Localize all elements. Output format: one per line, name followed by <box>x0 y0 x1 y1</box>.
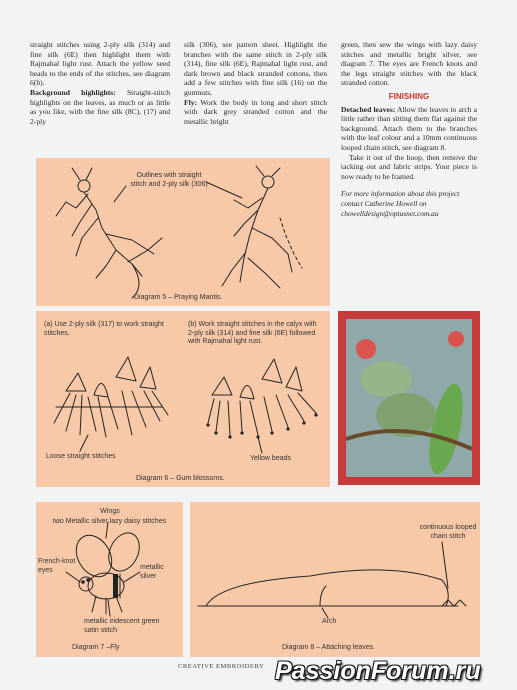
text-column-2 <box>184 40 327 126</box>
wings-label: Wings <box>100 508 120 515</box>
col1-paragraph: straight stitches using 2-ply silk (314) and fine silk (6E) then highlight them with Rajmahal light rust. Attach the yellow seed beads to the ends of the stitches, see diagram 6(b). <box>30 40 170 88</box>
diagram-8-attaching-leaves <box>190 502 480 657</box>
col3-paragraph-2: Allow the leaves to arch a little rather than sitting them flat against the background. Attach them to the branches with the leaf colour and a 10mm continuous looped chain stitch, see diagram 8. <box>341 104 477 152</box>
finishing-heading: FINISHING <box>388 91 430 101</box>
yellow-beads-label: Yellow beads <box>250 455 291 462</box>
metallic-silver-label: metallic silver <box>140 564 164 580</box>
magazine-footer: CREATIVE EMBROIDERY <box>178 663 265 670</box>
diagram-7-fly <box>36 502 183 657</box>
detached-leaves-heading: Detached leaves: <box>341 104 396 114</box>
diagram-5-praying-mantis <box>36 158 330 306</box>
diagram-6-gum-blossoms <box>36 311 330 487</box>
col3-paragraph: green, then sew the wings with lazy daisy stitches and metallic bright silver, see diagram 7. The eyes are French knots and the legs straight stitches with the black stranded cotton. <box>341 40 477 88</box>
col2-paragraph-2: Work the body in long and short stitch with dark grey stranded cotton and the metallic bright <box>184 97 327 126</box>
diagram-6-caption: Diagram 6 – Gum blossoms. <box>136 475 225 482</box>
col2-paragraph: silk (306), see pattern sheet. Highlight the branches with the same stitch in 2-ply silk (314), fine silk (6E), Rajmahal light rust, and dark brown and black stranded cottons, then add a few stitches with fine silk (16) on the gumnuts. <box>184 40 327 97</box>
watermark-logo: PassionForum.ru <box>275 657 481 685</box>
arch-label: Arch <box>322 618 337 625</box>
contact-credit: For more information about this project contact Catherine Howell on chowelldesign@optusnet.com.au <box>341 189 460 218</box>
french-knot-eyes-label: French-knot eyes <box>38 558 76 574</box>
chain-stitch-label: continuous looped chain stitch <box>419 524 477 540</box>
diagram-8-caption: Diagram 8 – Attaching leaves. <box>282 644 375 651</box>
loose-stitches-label: Loose straight stitches <box>46 453 116 460</box>
fly-heading: Fly: <box>184 97 198 107</box>
col1-paragraph-2: Straight-stitch highlights on the leaves, as much or as little as you like, with the fine silk (8C), (17) and 2-ply <box>30 87 170 126</box>
diagram-6a-label: (a) Use 2-ply silk (317) to work straight stitches. <box>44 321 164 337</box>
mantis-outline-label: Outlines with straight stitch and 2-ply silk (306) <box>130 172 208 188</box>
embroidery-image <box>346 319 472 477</box>
framed-embroidery-photo <box>338 311 480 485</box>
metallic-green-label: metallic iridescent green satin stitch <box>84 618 160 634</box>
wings-description: two Metallic silver lazy daisy stitches <box>52 518 167 525</box>
text-column-3 <box>341 40 477 218</box>
diagram-5-caption: Diagram 5 – Praying Mantis. <box>134 294 223 301</box>
text-column-1 <box>30 40 170 126</box>
background-highlights-heading: Background highlights: <box>30 87 116 97</box>
diagram-6b-label: (b) Work straight stitches in the calyx with 2-ply silk (314) and fine silk (6E) followed with Rajmahal light rust. <box>188 321 317 345</box>
photo-canvas <box>346 319 472 477</box>
col3-paragraph-3: Take it out of the hoop, then remove the tacking out and fabric strips. Your piece is now ready to be framed. <box>341 152 477 181</box>
diagram-7-caption: Diagram 7 –Fly <box>72 644 120 651</box>
